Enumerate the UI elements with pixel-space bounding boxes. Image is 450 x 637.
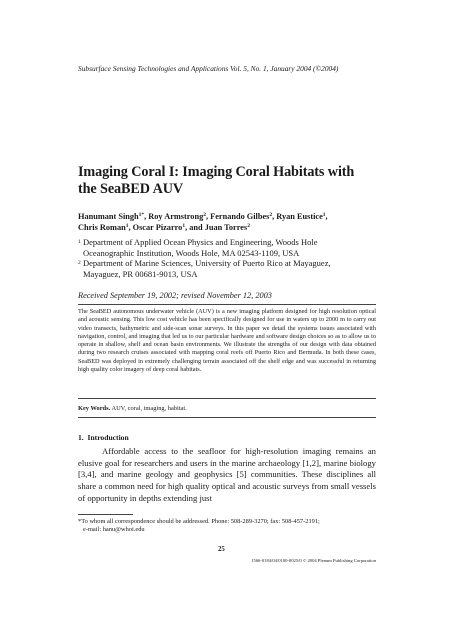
author-name: Roy Armstrong bbox=[148, 212, 204, 221]
affiliations bbox=[78, 237, 378, 279]
copyright-line: 1566-0184/04/0100-0025/0 © 2004 Plenum Publishing Corporation bbox=[251, 558, 376, 563]
received-dates: Received September 19, 2002; revised November 12, 2003 bbox=[78, 291, 272, 300]
author-name: Ryan Eustice bbox=[276, 212, 323, 221]
author-affil-mark: 1 bbox=[182, 223, 186, 229]
title-line-1: Imaging Coral I: Imaging Coral Habitats with bbox=[78, 164, 355, 180]
intro-paragraph: Affordable access to the seafloor for high-resolution imaging remains an elusive goal for researchers and users in the marine archaeology [1,2], marine biology [3,4], and marine geology and geophysics [5] communities. These disciplines all share a common need for high quality optical and acoustic surveys from small vessels of opportunity in depths extending just bbox=[78, 446, 376, 503]
author-name: Hanumant Singh bbox=[78, 212, 139, 221]
author-affil-mark: 2 bbox=[203, 212, 206, 218]
author-affil-mark: 2 bbox=[269, 212, 273, 218]
author-affil-mark: 1 bbox=[322, 212, 326, 218]
paper-title bbox=[78, 164, 378, 198]
footnote-line: e-mail: hanu@whoi.edu bbox=[83, 526, 145, 534]
author-name: Chris Roman bbox=[78, 223, 126, 232]
author-name: Oscar Pizarro bbox=[132, 223, 183, 232]
keywords-label: Key Words. bbox=[78, 405, 111, 412]
affiliation-line: Oceanographic Institution, Woods Hole, MA 02543-1109, USA bbox=[83, 247, 300, 258]
keywords bbox=[78, 405, 376, 412]
affiliation-number: 2 bbox=[78, 260, 81, 267]
title-line-2: the SeaBED AUV bbox=[78, 181, 184, 197]
affiliation-number: 1 bbox=[78, 239, 81, 245]
author-affil-mark: 1* bbox=[138, 212, 145, 218]
footnote-line: *To whom all correspondence should be addressed. Phone: 508-289-3270; fax: 508-457-2191; bbox=[78, 518, 320, 525]
affiliation-line: Department of Marine Sciences, University of Puerto Rico at Mayaguez, bbox=[83, 258, 331, 269]
affiliation-line: Department of Applied Ocean Physics and Engineering, Woods Hole bbox=[83, 237, 318, 247]
author-affil-mark: 1 bbox=[125, 223, 129, 229]
abstract-top-rule bbox=[78, 304, 376, 305]
author-name: Juan Torres bbox=[204, 223, 248, 232]
journal-header: Subsurface Sensing Technologies and Applications Vol. 5, No. 1, January 2004 (©2004) bbox=[78, 64, 339, 73]
author-name: Fernando Gilbes bbox=[210, 212, 270, 221]
author-list bbox=[78, 211, 378, 233]
affiliation-1 bbox=[78, 237, 378, 258]
affiliation-line: Mayaguez, PR 00681-9013, USA bbox=[83, 268, 198, 279]
footnote bbox=[78, 518, 376, 534]
section-heading: 1. Introduction bbox=[78, 433, 129, 442]
author-affil-mark: 2 bbox=[247, 223, 250, 229]
author-line-1: Hanumant Singh$^{1*}$, Roy Armstrong$^2$, Fernando Gilbes$^2$, Ryan Eustice$^1$, bbox=[78, 212, 328, 221]
abstract-bottom-rule bbox=[78, 398, 376, 399]
author-line-2: Chris Roman$^1$, Oscar Pizarro$^1$, and Juan Torres$^2$ bbox=[78, 223, 250, 232]
footnote-rule bbox=[78, 514, 133, 515]
page-number: 25 bbox=[218, 546, 225, 553]
keywords-text: AUV, coral, imaging, habitat. bbox=[111, 405, 187, 412]
affiliation-2 bbox=[78, 258, 378, 279]
abstract-text: The SeaBED autonomous underwater vehicle (AUV) is a new imaging platform designed for high resolution optical and acoustic sensing. This low cost vehicle has been specifically designed for use in waters up to 2000 m to carry out video transects, bathymetric and side-scan sonar surveys. In this paper we detail the systems issues associated with navigation, control, and imaging that led us to our particular hardware and software design choices so as to allow us to operate in shallow, shelf and ocean basin environments. We illustrate the strengths of our design with data obtained during two research cruises associated with mapping coral reefs off Puerto Rico and Bermuda. In both these cases, SeaBED was deployed in extremely challenging terrain associated off the shelf edge and was successful in returning high quality color imagery of deep coral habitats. bbox=[78, 308, 376, 374]
keywords-rule bbox=[78, 417, 376, 418]
